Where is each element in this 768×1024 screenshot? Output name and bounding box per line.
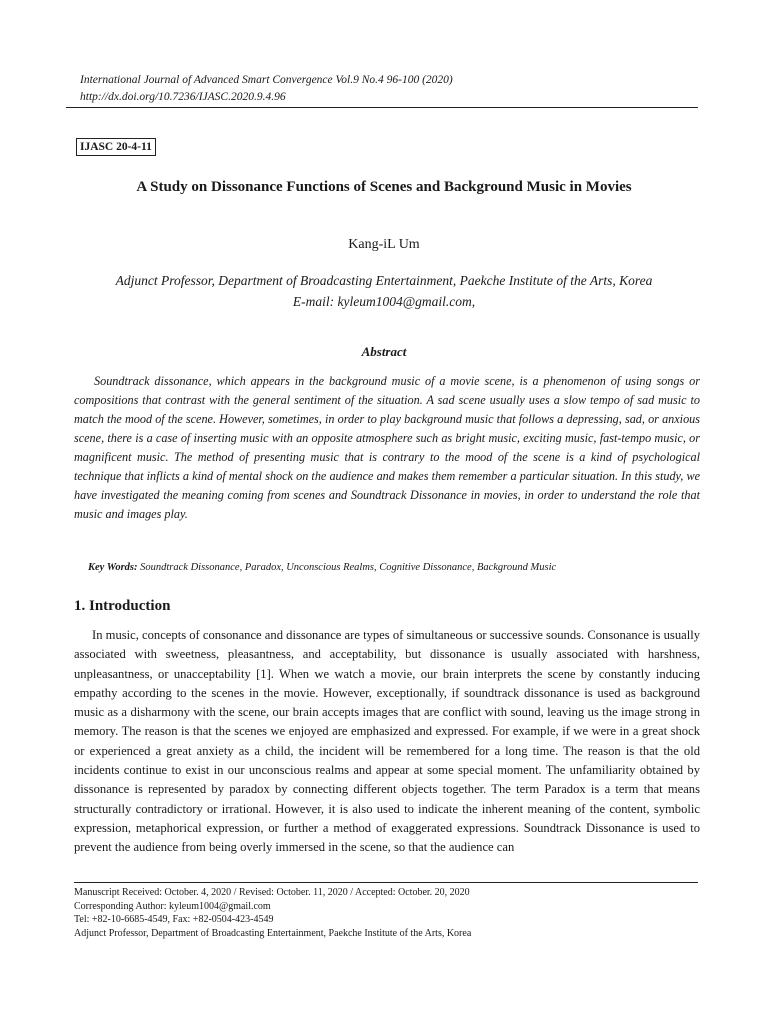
header-divider <box>66 107 698 108</box>
author-affiliation: Adjunct Professor, Department of Broadcasting Entertainment, Paekche Institute of the Arts, Korea <box>115 273 653 288</box>
keywords-text: Soundtrack Dissonance, Paradox, Unconscious Realms, Cognitive Dissonance, Background Music <box>140 562 557 573</box>
abstract-text: Soundtrack dissonance, which appears in the background music of a movie scene, is a phenomenon of using songs or compositions that contrast with the general sentiment of the situation. A sad scene usually uses a slow tempo of sad music to match the mood of the scene. However, sometimes, in order to play background music that follows a depressing, sad, or anxious scene, there is a case of inserting music with an opposite atmosphere such as bright music, exciting music, fast-tempo music, or magnificent music. The method of presenting music that is contrary to the mood of the scene is a kind of psychological technique that inflicts a kind of mental shock on the audience and makes them remember a particular situation. In this study, we have investigated the meaning coming from scenes and Soundtrack Dissonance in movies, in order to understand the role that music and images play. <box>74 374 700 521</box>
author-email: E-mail: kyleum1004@gmail.com, <box>292 294 476 309</box>
doi-link[interactable]: http://dx.doi.org/10.7236/IJASC.2020.9.4.96 <box>80 91 286 103</box>
footnote-manuscript-dates: Manuscript Received: October. 4, 2020 / Revised: October. 11, 2020 / Accepted: October. 20, 2020 <box>74 887 470 898</box>
keywords-line <box>88 562 708 573</box>
footnote-affiliation: Adjunct Professor, Department of Broadcasting Entertainment, Paekche Institute of the Arts, Korea <box>74 927 472 939</box>
journal-citation: International Journal of Advanced Smart Convergence Vol.9 No.4 96-100 (2020) <box>80 74 453 86</box>
author-affiliation-block <box>64 270 704 312</box>
paper-title: A Study on Dissonance Functions of Scenes and Background Music in Movies <box>136 179 632 195</box>
footnotes <box>74 886 471 940</box>
author-name: Kang-iL Um <box>348 237 420 252</box>
keywords-label: Key Words: <box>88 562 138 573</box>
journal-header <box>80 72 453 106</box>
introduction-paragraph: In music, concepts of consonance and dissonance are types of simultaneous or successive sounds. Consonance is usually associated with sweetness, pleasantness, and acceptability, but dissonance is usually associated with harshness, unpleasantness, or unacceptability [1]. When we watch a movie, our brain interprets the scene by constantly inducing empathy according to the scenes in the movie. However, exceptionally, if soundtrack dissonance is used as background music as a disharmony with the scene, our brain accepts images that are conflict with sound, leaving us the image strong in memory. The reason is that the scenes we enjoyed are emphasized and expressed. For example, if we were in a great shock or experienced a great anxiety as a child, the incident will be remembered for a long time. The reason is that the old incidents continue to exist in our unconscious realms and appear at some special moment. The unfamiliarity obtained by dissonance is represented by paradox by connecting different objects together. The term Paradox is a term that means structurally contradictory or irrational. However, it is also used to indicate the inherent meaning of the content, symbolic expression, metaphorical expression, or further a method of exaggerated expressions. Soundtrack Dissonance is used to prevent the audience from being overly immersed in the scene, so that the audience can <box>74 628 700 855</box>
abstract-heading: Abstract <box>361 344 407 359</box>
footnote-contact: Tel: +82-10-6685-4549, Fax: +82-0504-423-4549 <box>74 914 274 926</box>
footnote-divider <box>74 882 698 883</box>
footnote-corresponding-author: Corresponding Author: kyleum1004@gmail.com <box>74 900 271 912</box>
paper-code-box: IJASC 20-4-11 <box>76 138 156 156</box>
section-heading-introduction: 1. Introduction <box>74 598 171 614</box>
